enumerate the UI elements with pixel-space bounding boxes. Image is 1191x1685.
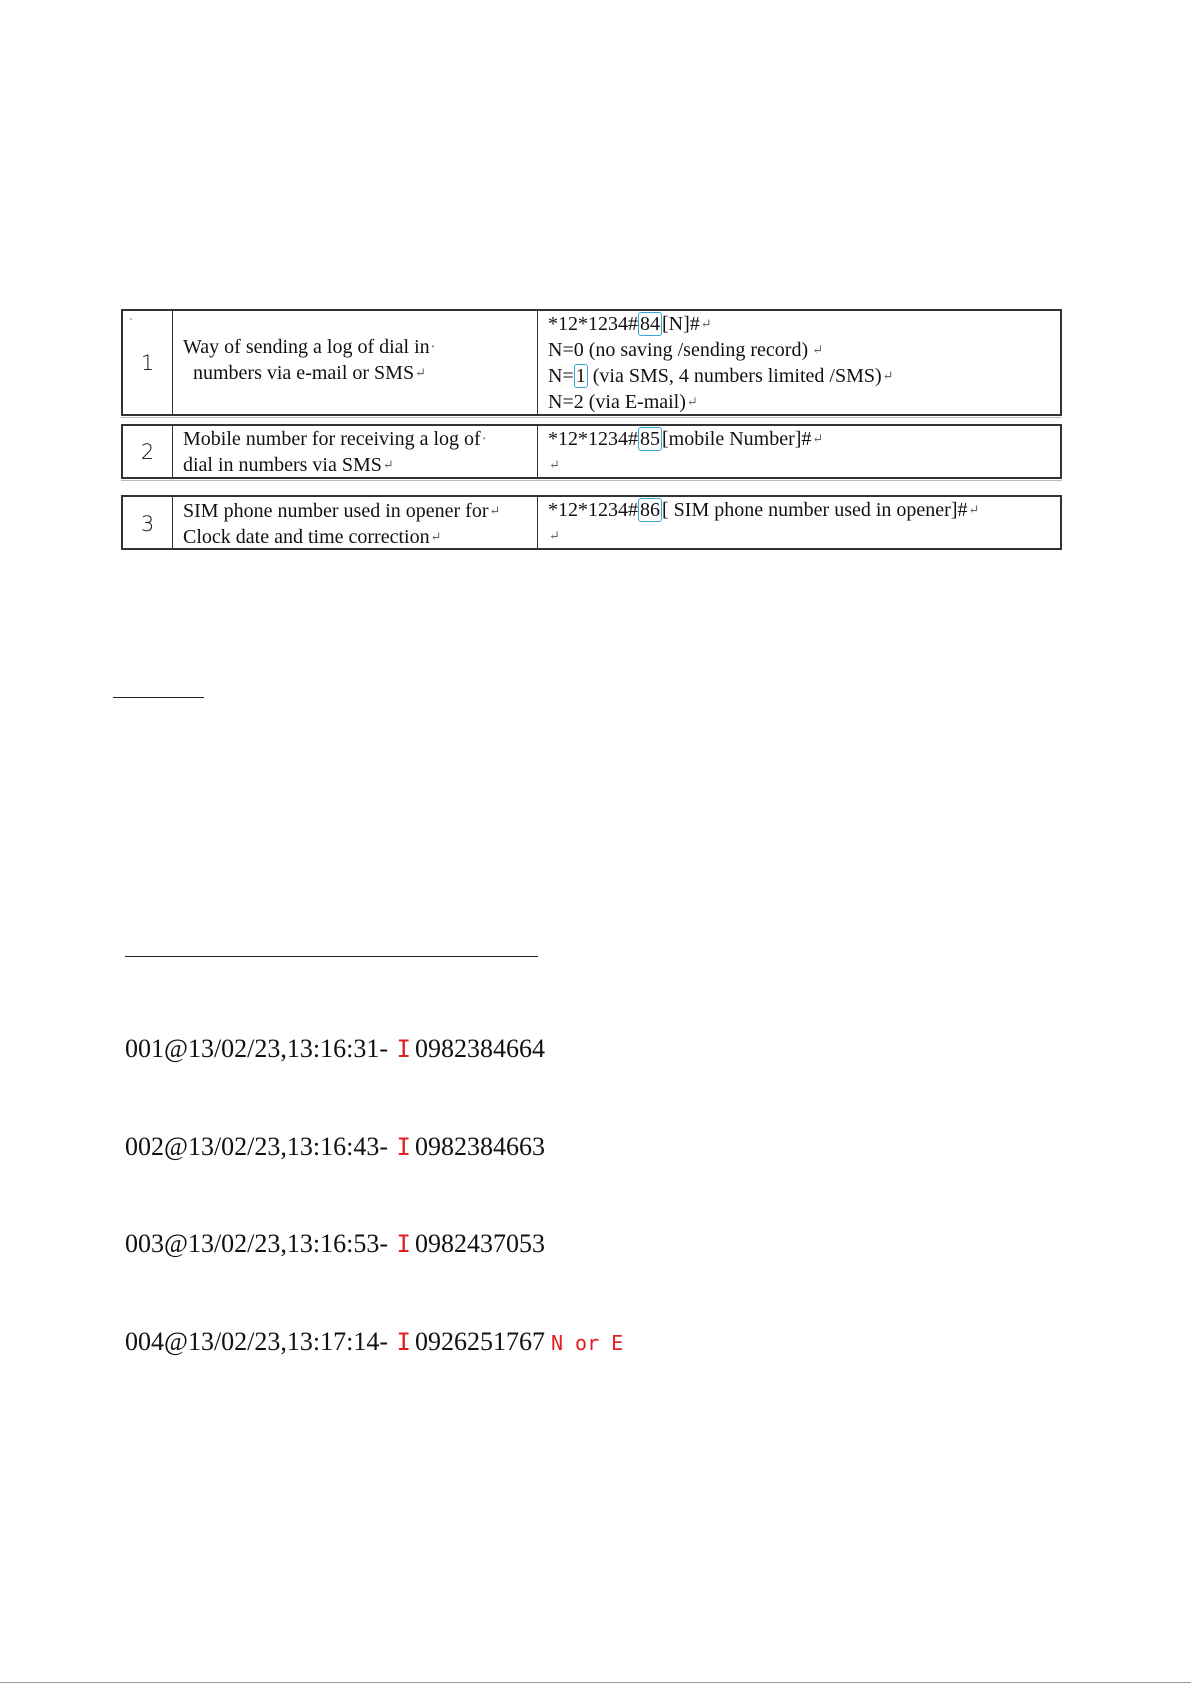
- log-entry: [125, 1326, 623, 1359]
- table-gap-line: [121, 480, 1062, 484]
- log-header-rule: [125, 956, 538, 957]
- command-prefix: *12*1234#: [548, 313, 638, 335]
- command-code-highlight: 84: [640, 313, 660, 335]
- dial-in-log: [125, 968, 623, 1391]
- description-line: SIM phone number used in opener for: [183, 500, 489, 522]
- log-number: 0982437053: [414, 1229, 545, 1258]
- log-number: 0926251767: [414, 1326, 545, 1356]
- description-line: Way of sending a log of dial in: [183, 336, 430, 358]
- description-line: Clock date and time correction: [183, 526, 430, 548]
- option-line: N=2 (via E-mail): [548, 391, 686, 413]
- command-table-row-1: [121, 309, 1062, 416]
- log-flag: I: [396, 1327, 411, 1356]
- command-code-highlight: 86: [640, 499, 660, 521]
- row-number: 3: [123, 497, 173, 550]
- table-gap-line: [121, 417, 1062, 421]
- log-flag: I: [396, 1230, 411, 1258]
- command-prefix: *12*1234#: [548, 499, 638, 521]
- command-suffix: [N]#: [662, 313, 700, 335]
- log-number: 0982384664: [414, 1034, 545, 1063]
- command-table-row-2: [121, 424, 1062, 479]
- row-description: Way of sending a log of dial in· numbers via e-mail or SMS↵: [173, 311, 538, 415]
- row-description: SIM phone number used in opener for↵ Clock date and time correction↵: [173, 497, 538, 550]
- option-line: (via SMS, 4 numbers limited /SMS): [587, 365, 882, 387]
- option-line: N=0 (no saving /sending record): [548, 339, 809, 361]
- log-number: 0982384663: [414, 1131, 545, 1161]
- option-line: N=: [548, 365, 574, 387]
- log-timestamp: 002@13/02/23,13:16:43-: [125, 1131, 388, 1161]
- command-suffix: [ SIM phone number used in opener]#: [662, 499, 968, 521]
- log-entry: [125, 1228, 623, 1261]
- log-flag: I: [396, 1035, 411, 1063]
- description-line: Mobile number for receiving a log of: [183, 428, 481, 450]
- row-number: 1: [123, 311, 173, 415]
- log-flag: I: [396, 1132, 411, 1161]
- row-command: *12*1234# 84 [N]#↵ N=0 (no saving /sending record) ↵ N= 1 (via SMS, 4 numbers limited /SMS)↵ N=2 (via E-mail)↵: [548, 313, 894, 413]
- command-prefix: *12*1234#: [548, 428, 638, 450]
- log-timestamp: 004@13/02/23,13:17:14-: [125, 1326, 388, 1356]
- log-entry: [125, 1033, 623, 1066]
- page-bottom-edge: [0, 1682, 1191, 1683]
- log-timestamp: 003@13/02/23,13:16:53-: [125, 1229, 388, 1258]
- log-entry: [125, 1131, 623, 1164]
- row-number: 2: [123, 426, 173, 478]
- command-table-row-3: [121, 495, 1062, 550]
- row-command: *12*1234# 85 [mobile Number]#↵ ↵: [548, 428, 824, 472]
- heading-underline: [113, 697, 204, 698]
- command-suffix: [mobile Number]#: [662, 428, 812, 450]
- description-line: dial in numbers via SMS: [183, 454, 382, 476]
- log-timestamp: 001@13/02/23,13:16:31-: [125, 1034, 388, 1063]
- row-command: *12*1234# 86 [ SIM phone number used in opener]#↵ ↵: [548, 499, 980, 543]
- command-code-highlight: 85: [640, 428, 660, 450]
- description-line: numbers via e-mail or SMS: [193, 362, 415, 384]
- option-value-highlight: 1: [575, 365, 586, 387]
- log-annotation: N or E: [550, 1330, 624, 1355]
- row-description: Mobile number for receiving a log of· dial in numbers via SMS↵: [173, 426, 538, 478]
